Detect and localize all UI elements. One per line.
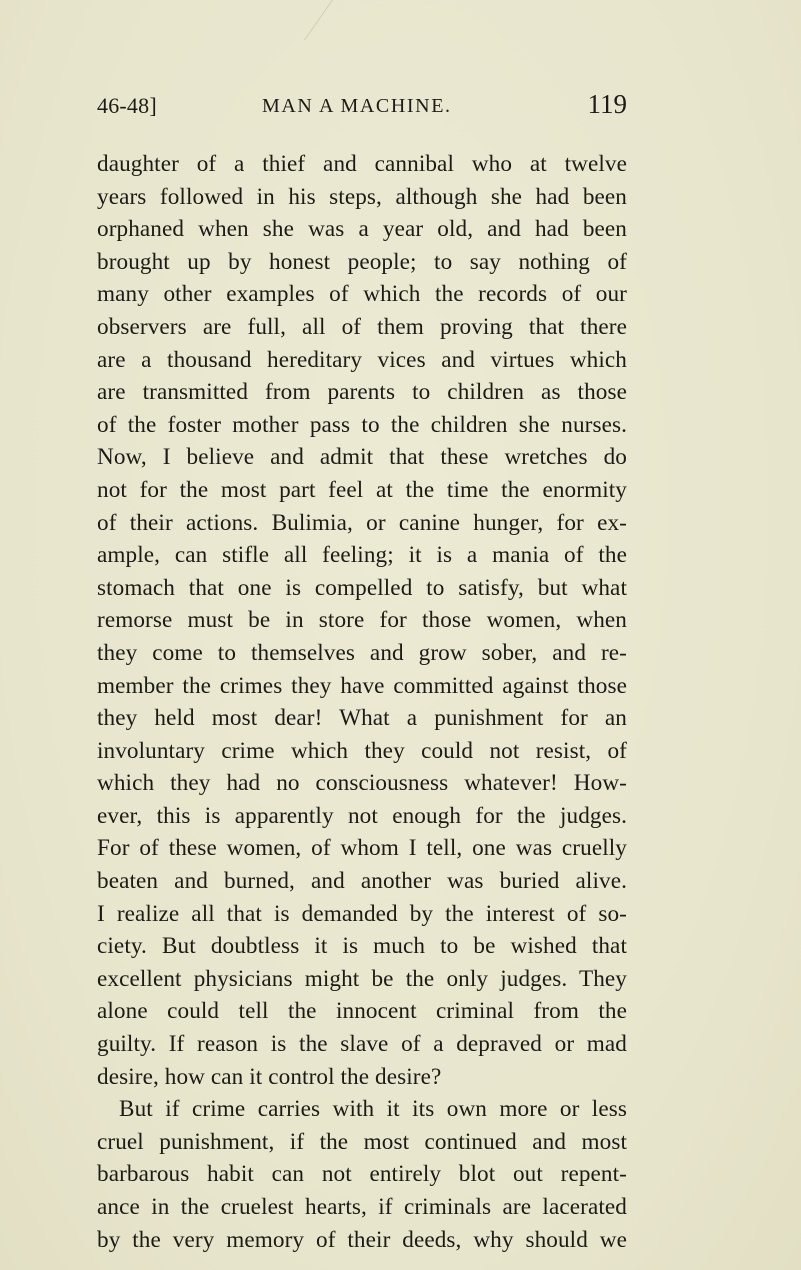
text-line: barbarous habit can not entirely blot out repent- [97,1161,627,1188]
text-line: observers are full, all of them proving that there [97,313,627,340]
text-line: brought up by honest people; to say nothing of [97,248,627,275]
running-title: MAN A MACHINE. [262,95,452,117]
text-line: ever, this is apparently not enough for the judges. [97,802,627,829]
text-line: daughter of a thief and cannibal who at twelve [97,151,627,177]
text-line: beaten and burned, and another was buried alive. [97,868,627,895]
text-line: of the foster mother pass to the children she nurses. [97,411,627,438]
body-text [97,148,627,1256]
text-line: ciety. But doubtless it is much to be wished that [97,933,627,960]
text-line: I realize all that is demanded by the interest of so- [97,900,627,927]
text-line: For of these women, of whom I tell, one was cruelly [97,835,627,862]
text-line: alone could tell the innocent criminal from the [97,998,627,1025]
text-line: remorse must be in store for those women, when [97,607,627,634]
text-line: stomach that one is compelled to satisfy, but what [97,574,627,601]
text-line: involuntary crime which they could not resist, of [97,737,627,764]
text-line: guilty. If reason is the slave of a depraved or mad [97,1031,627,1058]
text-line: are transmitted from parents to children as those [97,379,627,406]
running-head [97,89,627,125]
text-line: desire, how can it control the desire? [97,1063,442,1090]
text-line: by the very memory of their deeds, why should we [97,1226,627,1253]
section-reference: 46-48] [97,93,157,118]
text-line: of their actions. Bulimia, or canine hunger, for ex- [97,509,627,536]
text-line: ample, can stifle all feeling; it is a mania of the [97,542,627,569]
text-line: not for the most part feel at the time the enormity [97,476,627,503]
text-line: which they had no consciousness whatever! How- [97,770,627,797]
text-line: ance in the cruelest hearts, if criminals are lacerated [97,1194,627,1220]
page-crease [304,0,373,40]
text-line: But if crime carries with it its own more or less [119,1096,627,1123]
text-line: member the crimes they have committed against those [97,672,627,699]
text-line: years followed in his steps, although she had been [97,183,627,210]
text-line: excellent physicians might be the only judges. They [97,965,627,992]
text-line: are a thousand hereditary vices and virtues which [97,346,627,373]
text-line: they held most dear! What a punishment for an [97,705,627,732]
text-line: many other examples of which the records of our [97,281,627,308]
text-line: they come to themselves and grow sober, and re- [97,639,627,666]
text-line: Now, I believe and admit that these wretches do [97,444,627,471]
text-line: orphaned when she was a year old, and had been [97,216,627,243]
text-line: cruel punishment, if the most continued and most [97,1128,627,1155]
page-number: 119 [587,89,627,119]
